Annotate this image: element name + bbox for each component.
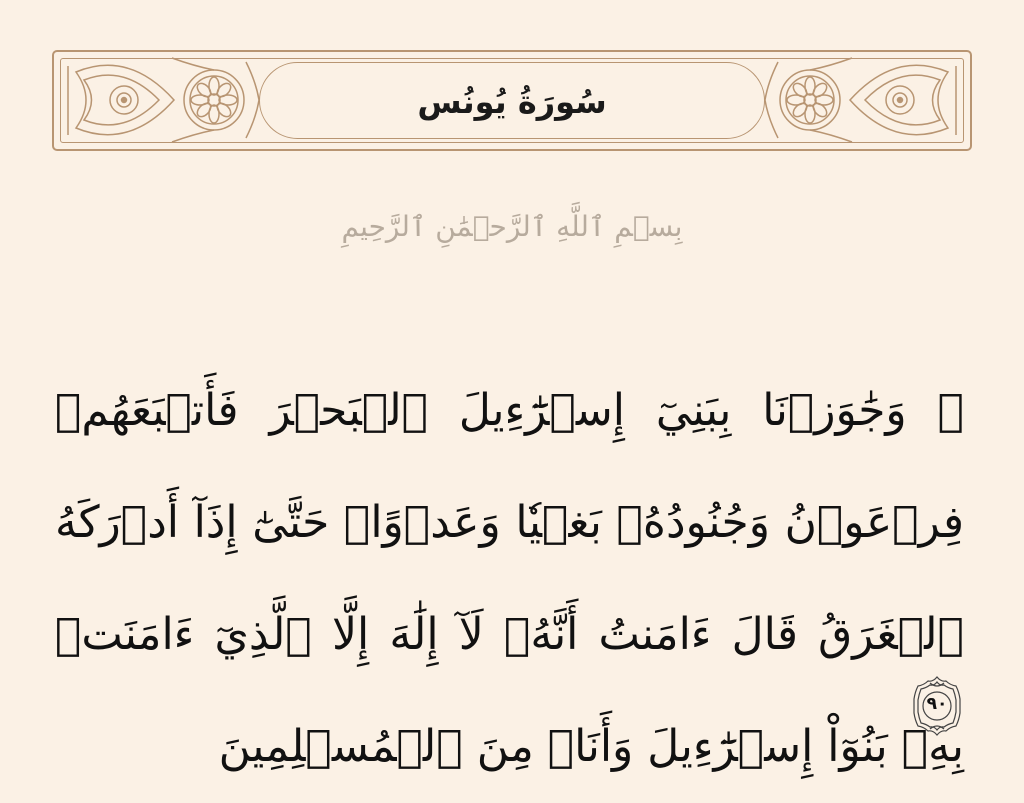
- surah-title: سُورَةُ يُونُس: [417, 83, 607, 121]
- ayah-number: ٩٠: [926, 694, 948, 714]
- right-ornament-icon: [760, 52, 970, 149]
- left-ornament-icon: [54, 52, 264, 149]
- title-cartouche: [259, 62, 765, 139]
- verse-text: وَجَٰوَزۡنَا بِبَنِيٓ إِسۡرَٰٓءِيلَ ٱلۡبَحۡرَ فَأَتۡبَعَهُمۡ فِرۡعَوۡنُ وَجُنُودُهُۥ بَغۡيٗا وَعَدۡوًاۖ حَتَّىٰٓ إِذَآ أَدۡرَكَهُ ٱلۡغَرَقُ قَالَ ءَامَنتُ أَنَّهُۥ لَآ إِلَٰهَ إِلَّا ٱلَّذِيٓ ءَامَنَتۡ بِهِۦ بَنُوٓاْ إِسۡرَٰٓءِيلَ وَأَنَا۠ مِنَ ٱلۡمُسۡلِمِينَ: [55, 385, 964, 772]
- surah-header-banner: [52, 50, 972, 151]
- ayah-end-marker: [912, 675, 962, 737]
- hizb-marker: ۞: [937, 385, 964, 436]
- basmala: بِسۡمِ ٱللَّهِ ٱلرَّحۡمَٰنِ ٱلرَّحِيمِ: [341, 210, 683, 243]
- verse-text-block: [55, 355, 964, 803]
